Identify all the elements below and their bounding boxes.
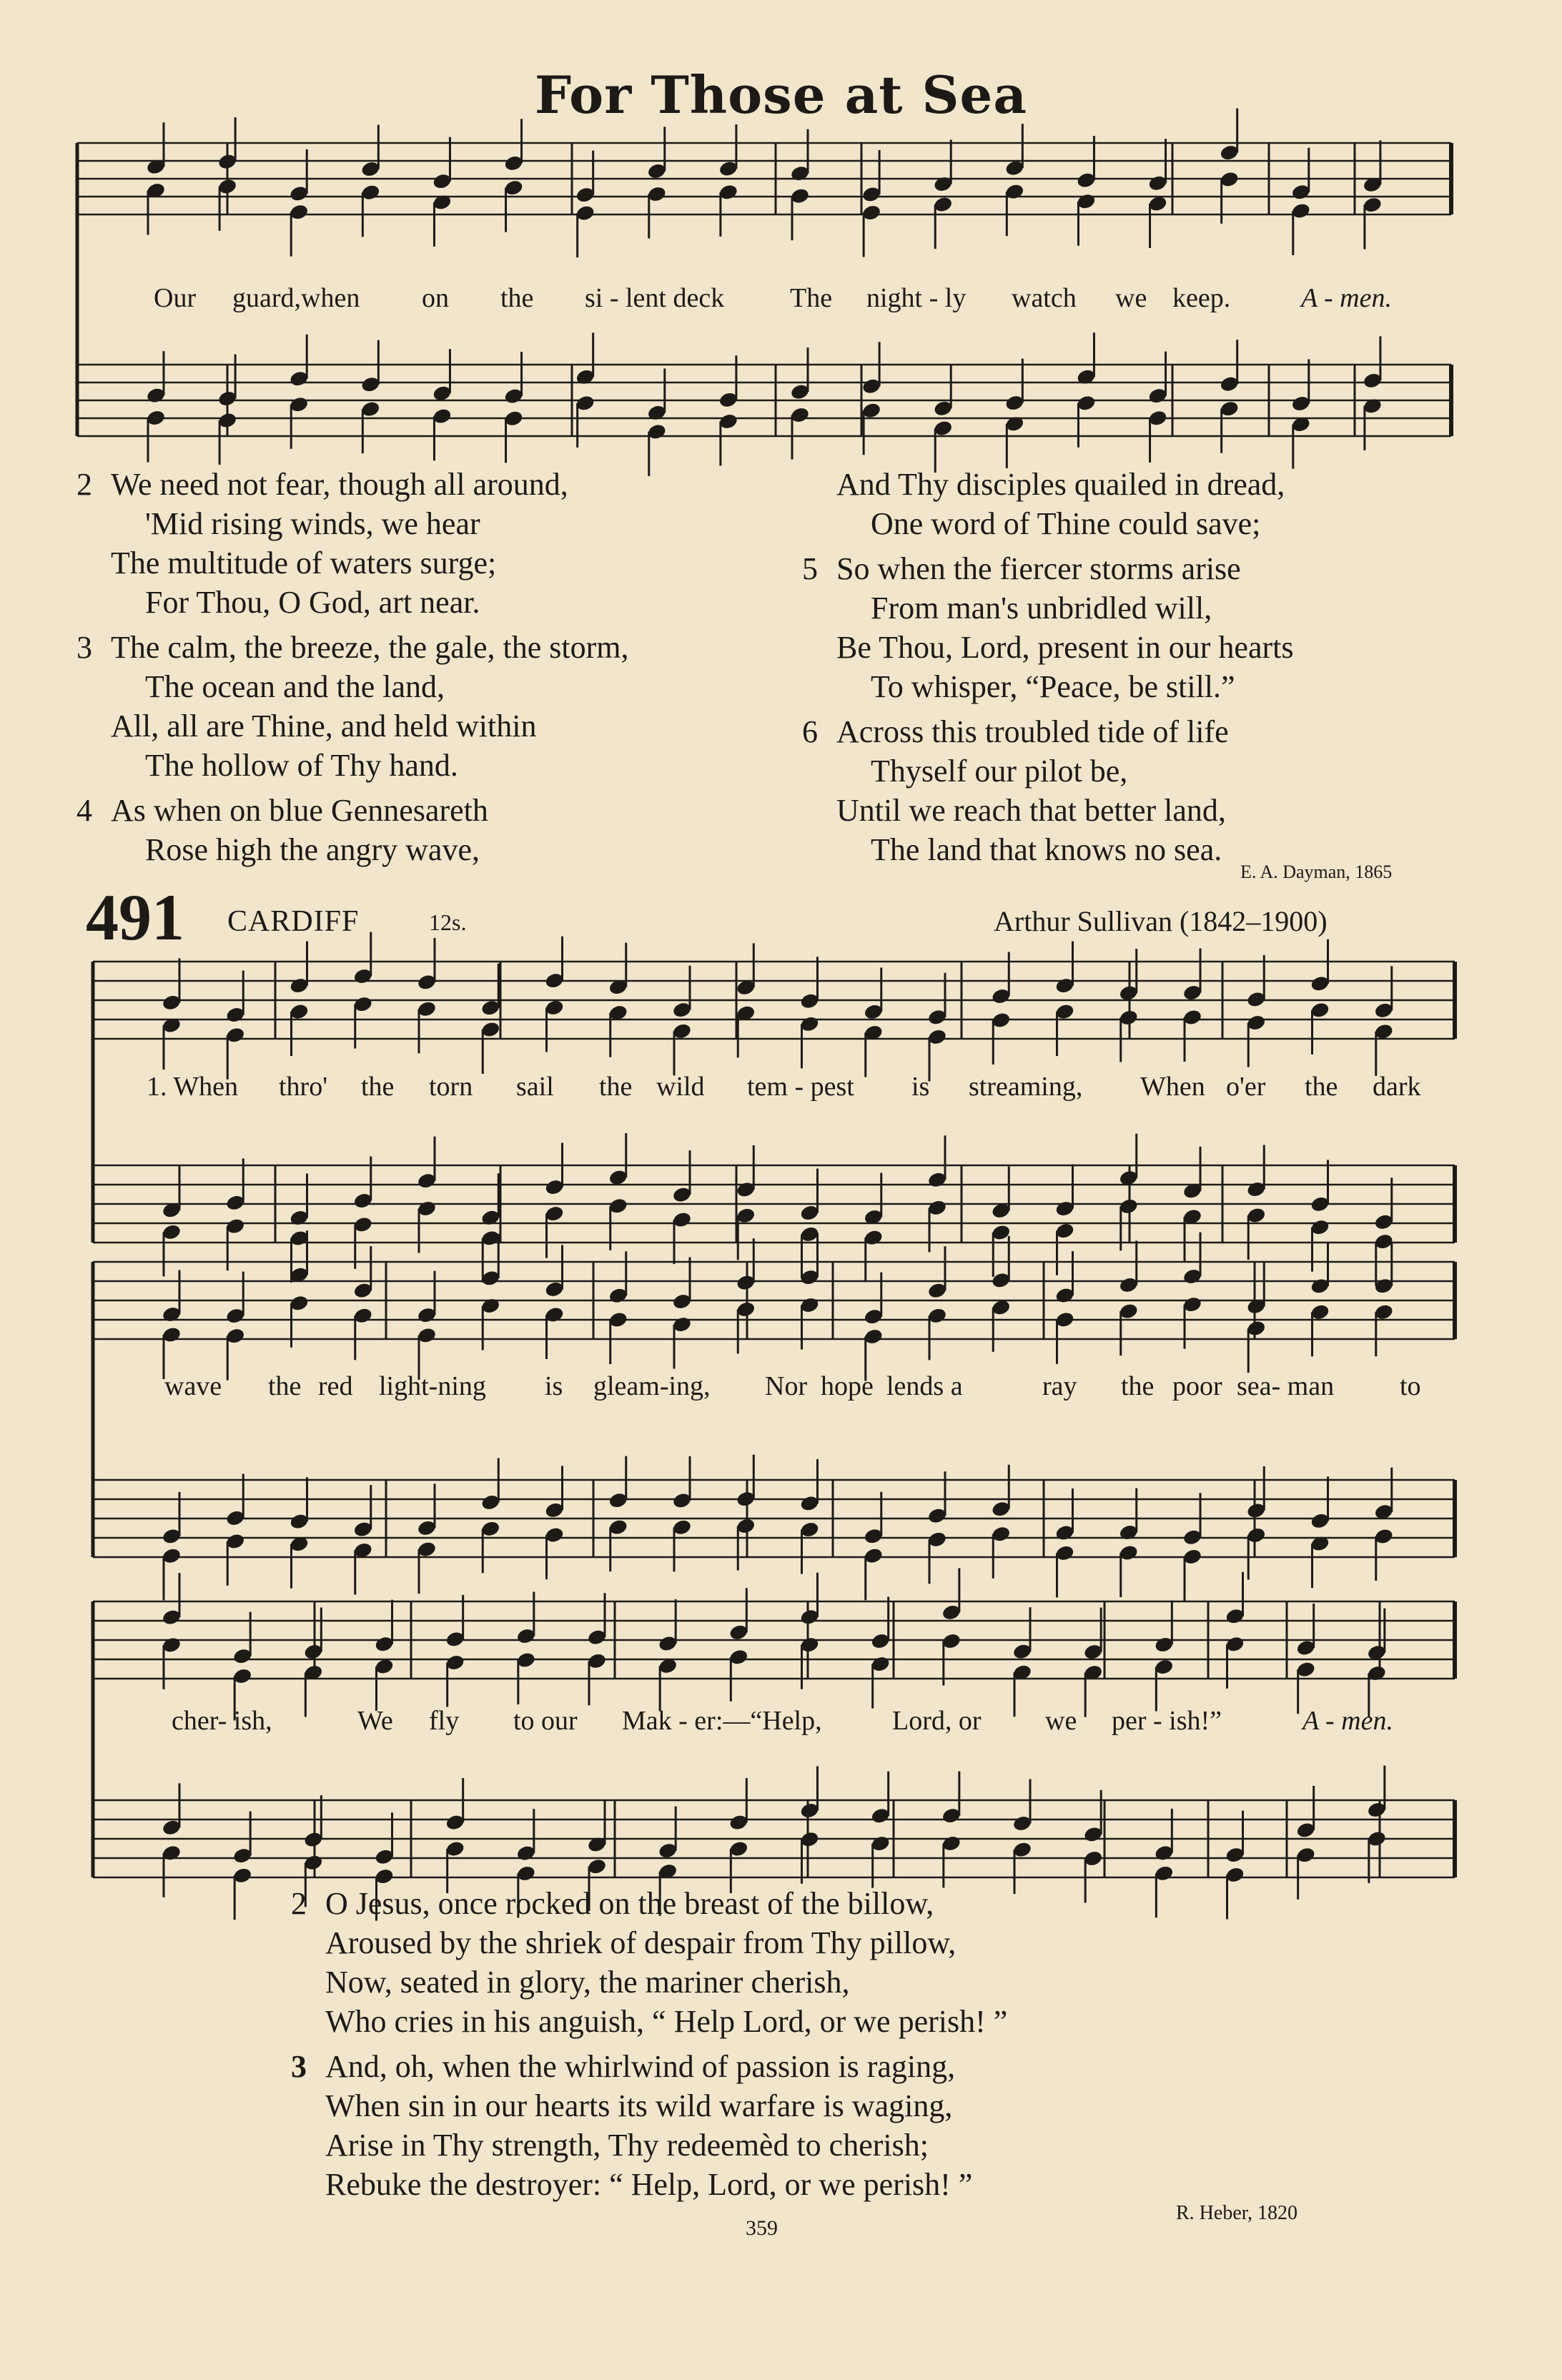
lyric: Mak - er:—“Help, bbox=[622, 1706, 822, 1736]
lyric: si - lent deck bbox=[585, 283, 725, 313]
lyric: guard,when bbox=[232, 283, 360, 313]
lyric: keep. bbox=[1172, 283, 1231, 313]
verse-line: The land that knows no sea. bbox=[871, 832, 1222, 867]
verse-line: Across this troubled tide of life bbox=[836, 714, 1229, 749]
verse-line: The calm, the breeze, the gale, the storm, bbox=[111, 630, 629, 665]
lyric: Our bbox=[154, 283, 197, 313]
verse-number: 3 bbox=[76, 630, 92, 665]
verse-line: To whisper, “Peace, be still.” bbox=[871, 669, 1235, 704]
verse-line: 'Mid rising winds, we hear bbox=[145, 506, 480, 541]
page-number: 359 bbox=[746, 2216, 778, 2240]
lyric: the bbox=[599, 1072, 633, 1102]
lyric: to our bbox=[513, 1706, 578, 1736]
lyric: watch bbox=[1012, 283, 1077, 313]
verse-line: Be Thou, Lord, present in our hearts bbox=[836, 630, 1294, 665]
lyric: wave bbox=[164, 1371, 222, 1401]
lyric: per - ish!” bbox=[1112, 1706, 1222, 1736]
hymn-title: For Those at Sea bbox=[535, 64, 1027, 125]
verse-number: 6 bbox=[802, 714, 818, 749]
verse-line: Thyself our pilot be, bbox=[871, 754, 1128, 789]
lyric: o'er bbox=[1226, 1072, 1266, 1102]
verse-line: Rebuke the destroyer: “ Help, Lord, or we perish! ” bbox=[325, 2167, 973, 2202]
lyric: 1. When bbox=[147, 1072, 239, 1102]
lyric: The bbox=[790, 283, 833, 313]
lyric: is bbox=[911, 1072, 930, 1102]
lyric: wild bbox=[656, 1072, 705, 1102]
lyric: dark bbox=[1373, 1072, 1421, 1102]
verse-line: The hollow of Thy hand. bbox=[145, 748, 458, 783]
lyric: cher- ish, bbox=[172, 1706, 272, 1736]
meter: 12s. bbox=[429, 909, 467, 935]
lyric: poor bbox=[1172, 1371, 1222, 1401]
lyric: the bbox=[361, 1072, 395, 1102]
verse-line: Who cries in his anguish, “ Help Lord, or we perish! ” bbox=[325, 2004, 1008, 2039]
verse-line: As when on blue Gennesareth bbox=[111, 793, 488, 828]
verse-line: From man's unbridled will, bbox=[871, 591, 1212, 626]
lyric: the bbox=[1305, 1072, 1338, 1102]
lyric: we bbox=[1115, 283, 1147, 313]
lyric: sea- man bbox=[1237, 1371, 1335, 1401]
lyric: torn bbox=[429, 1072, 473, 1102]
verse-line: The ocean and the land, bbox=[145, 669, 445, 704]
verse-number: 2 bbox=[291, 1886, 307, 1921]
lyric: hope bbox=[821, 1371, 874, 1401]
verses-left bbox=[76, 465, 629, 869]
verse-line: And Thy disciples quailed in dread, bbox=[836, 467, 1285, 502]
lyric: Lord, or bbox=[892, 1706, 982, 1736]
verse-number: 2 bbox=[76, 467, 92, 502]
verse-line: When sin in our hearts its wild warfare is waging, bbox=[325, 2088, 953, 2123]
verse-line: O Jesus, once rocked on the breast of the billow, bbox=[325, 1886, 934, 1921]
lyric: sail bbox=[516, 1072, 554, 1102]
verse-line: One word of Thine could save; bbox=[871, 506, 1261, 541]
lyric: fly bbox=[429, 1706, 460, 1736]
verse-line: All, all are Thine, and held within bbox=[111, 708, 537, 744]
lyric: When bbox=[1140, 1072, 1205, 1102]
lyric: light-ning bbox=[379, 1371, 486, 1401]
verse-line: Now, seated in glory, the mariner cherish, bbox=[325, 1965, 850, 2000]
verse-line: So when the fiercer storms arise bbox=[836, 551, 1241, 586]
lyric: ray bbox=[1042, 1371, 1077, 1401]
verse-line: Arise in Thy strength, Thy redeemèd to cherish; bbox=[325, 2128, 929, 2163]
lyric: the bbox=[268, 1371, 302, 1401]
lyric: streaming, bbox=[969, 1072, 1083, 1102]
lyric: red bbox=[318, 1371, 353, 1401]
author-credit: E. A. Dayman, 1865 bbox=[1240, 861, 1393, 882]
composer: Arthur Sullivan (1842–1900) bbox=[994, 905, 1328, 937]
verses-491 bbox=[291, 1884, 1008, 2204]
lyric: Nor bbox=[765, 1371, 808, 1401]
verse-line: The multitude of waters surge; bbox=[111, 545, 497, 581]
lyric: tem - pest bbox=[747, 1072, 854, 1102]
lyric: the bbox=[500, 283, 534, 313]
lyric: A - men. bbox=[1301, 283, 1392, 313]
verse-number: 3 bbox=[291, 2049, 307, 2084]
lyric: we bbox=[1045, 1706, 1077, 1736]
verse-line: And, oh, when the whirlwind of passion is raging, bbox=[325, 2049, 956, 2084]
lyric: is bbox=[545, 1371, 563, 1401]
verse-number: 5 bbox=[802, 551, 818, 586]
lyric: We bbox=[357, 1706, 393, 1736]
tune-name: CARDIFF bbox=[227, 905, 360, 938]
lyric: gleam-ing, bbox=[593, 1371, 711, 1401]
lyric: night - ly bbox=[866, 283, 967, 313]
verse-line: Rose high the angry wave, bbox=[145, 832, 480, 867]
verse-line: Until we reach that better land, bbox=[836, 793, 1226, 828]
verses-right bbox=[802, 465, 1294, 869]
author-credit: R. Heber, 1820 bbox=[1176, 2202, 1297, 2224]
lyric: the bbox=[1121, 1371, 1155, 1401]
verse-line: For Thou, O God, art near. bbox=[145, 585, 480, 620]
lyric: on bbox=[422, 283, 449, 313]
lyric: A - men. bbox=[1303, 1706, 1393, 1736]
verse-line: We need not fear, though all around, bbox=[111, 467, 568, 502]
hymn-number: 491 bbox=[86, 881, 184, 954]
lyric: thro' bbox=[279, 1072, 328, 1102]
verse-number: 4 bbox=[76, 793, 92, 828]
lyric: lends a bbox=[886, 1371, 963, 1401]
lyric: to bbox=[1400, 1371, 1421, 1401]
verse-line: Aroused by the shriek of despair from Thy pillow, bbox=[325, 1925, 957, 1960]
